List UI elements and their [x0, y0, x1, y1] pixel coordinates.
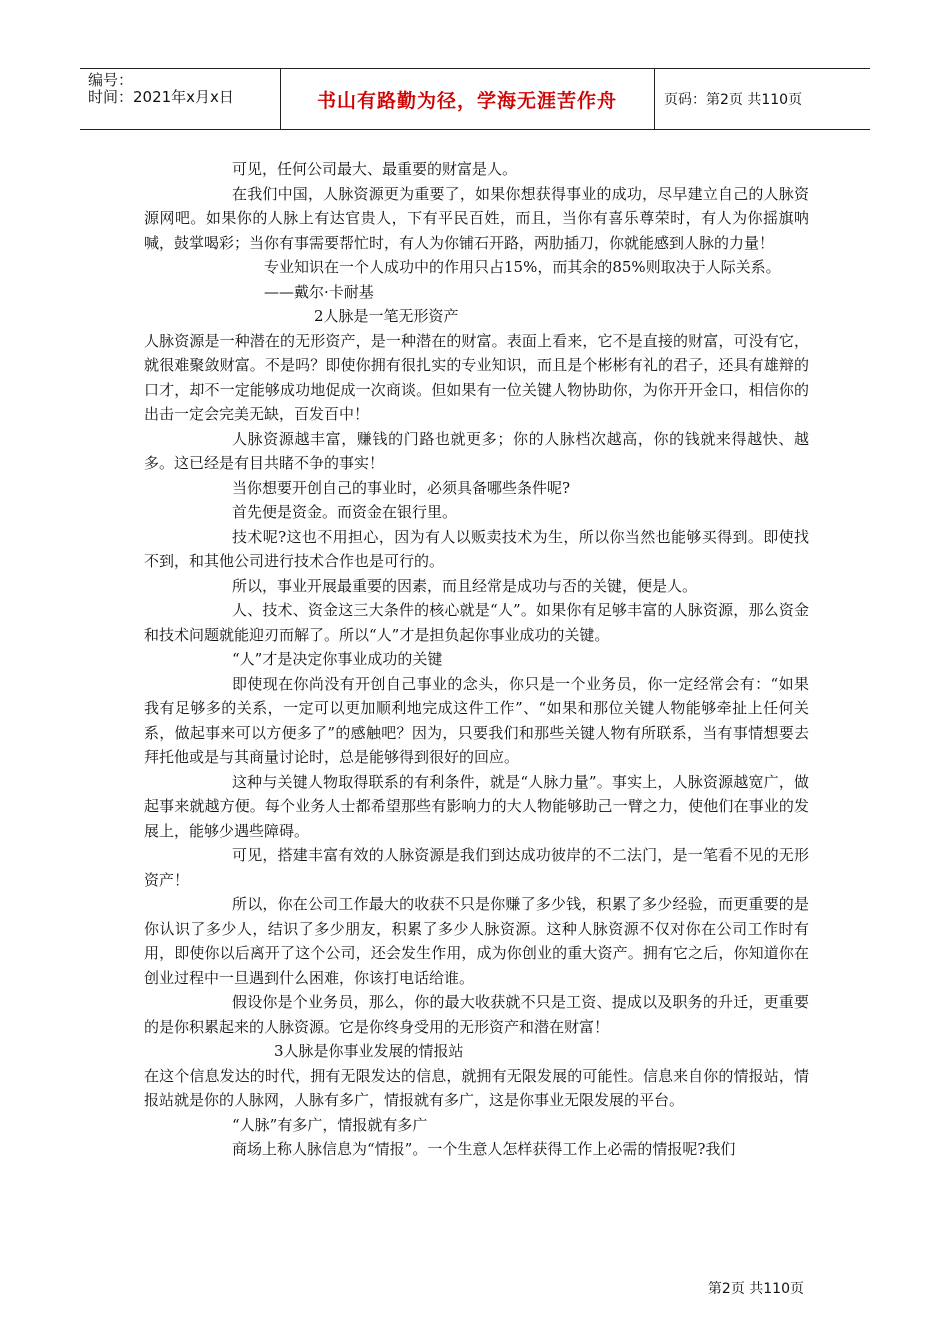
paragraph: 首先便是资金。而资金在银行里。 — [232, 503, 458, 521]
paragraph: 所以，事业开展最重要的因素，而且经常是成功与否的关键，便是人。 — [232, 576, 698, 595]
page-header — [80, 68, 870, 130]
paragraph: 这种与关键人物取得联系的有利条件，就是“人脉力量”。事实上，人脉资源越宽广，做起事来就越方便。每个业务人士都希望那些有影响力的大人物能够助己一臂之力，使他们在事业的发展上，能够少遇些障碍。 — [144, 772, 809, 840]
paragraph: 当你想要开创自己的事业时，必须具备哪些条件呢? — [232, 478, 571, 497]
paragraph: 在这个信息发达的时代，拥有无限发达的信息，就拥有无限发展的可能性。信息来自你的情报站，情报站就是你的人脉网，人脉有多广，情报就有多广，这是你事业无限发展的平台。 — [144, 1066, 809, 1109]
header-meta-cell — [80, 69, 281, 129]
paragraph: 技术呢?这也不用担心，因为有人以贩卖技术为生，所以你当然也能够买得到。即使找不到，和其他公司进行技术合作也是可行的。 — [144, 527, 809, 570]
paragraph: 人、技术、资金这三大条件的核心就是“人”。如果你有足够丰富的人脉资源，那么资金和技术问题就能迎刃而解了。所以“人”才是担负起你事业成功的关键。 — [144, 601, 809, 644]
document-body — [144, 157, 809, 1162]
paragraph: 所以，你在公司工作最大的收获不只是你赚了多少钱，积累了多少经验，而更重要的是你认识了多少人，结识了多少朋友，积累了多少人脉资源。这种人脉资源不仅对你在公司工作时有用，即使你以后离开了这个公司，还会发生作用，成为你创业的重大资产。拥有它之后，你知道你在创业过程中一旦遇到什么困难，你该打电话给谁。 — [144, 895, 809, 987]
quote-attribution: ——戴尔·卡耐基 — [264, 282, 374, 301]
section-heading: 3人脉是你事业发展的情报站 — [274, 1042, 464, 1060]
header-motto-cell — [280, 69, 655, 129]
page-footer: 第2页 共110页 — [707, 1281, 804, 1297]
paragraph: 可见，任何公司最大、最重要的财富是人。 — [232, 160, 518, 178]
paragraph: 可见，搭建丰富有效的人脉资源是我们到达成功彼岸的不二法门，是一笔看不见的无形资产！ — [144, 846, 809, 889]
paragraph: 人脉资源是一种潜在的无形资产，是一种潜在的财富。表面上看来，它不是直接的财富，可没有它，就很难聚敛财富。不是吗？即使你拥有很扎实的专业知识，而且是个彬彬有礼的君子，还具有雄辩的口才，却不一定能够成功地促成一次商谈。但如果有一位关键人物协助你，为你开开金口，相信你的出击一定会完美无缺，百发百中！ — [144, 331, 809, 423]
header-page-cell — [654, 69, 870, 129]
paragraph: 假设你是个业务员，那么，你的最大收获就不只是工资、提成以及职务的升迁，更重要的是你积累起来的人脉资源。它是你终身受用的无形资产和潜在财富！ — [144, 993, 809, 1036]
subheading: “人脉”有多广，情报就有多广 — [232, 1115, 428, 1134]
paragraph: 即使现在你尚没有开创自己事业的念头，你只是一个业务员，你一定经常会有：“如果我有足够多的关系，一定可以更加顺利地完成这件工作”、“如果和那位关键人物能够牵扯上任何关系，做起事来可以方便多了”的感触吧？因为，只要我们和那些关键人物有所联系，当有事情想要去拜托他或是与其商量讨论时，总是能够得到很好的回应。 — [144, 674, 809, 766]
paragraph: 在我们中国，人脉资源更为重要了，如果你想获得事业的成功，尽早建立自己的人脉资源网吧。如果你的人脉上有达官贵人，下有平民百姓，而且，当你有喜乐尊荣时，有人为你摇旗呐喊，鼓掌喝彩；当你有事需要帮忙时，有人为你铺石开路，两肋插刀，你就能感到人脉的力量！ — [144, 184, 809, 252]
paragraph: 人脉资源越丰富，赚钱的门路也就更多；你的人脉档次越高，你的钱就来得越快、越多。这已经是有目共睹不争的事实！ — [144, 429, 809, 472]
header-motto: 书山有路勤为径，学海无涯苦作舟 — [316, 89, 617, 112]
doc-number-label: 编号： — [88, 71, 134, 89]
doc-time-label: 时间：2021年x月x日 — [88, 88, 234, 106]
quote-paragraph: 专业知识在一个人成功中的作用只占15%，而其余的85%则取决于人际关系。 — [264, 258, 781, 276]
subheading: “人”才是决定你事业成功的关键 — [232, 650, 443, 668]
header-page-code: 页码：第2页 共110页 — [664, 92, 803, 108]
paragraph: 商场上称人脉信息为“情报”。一个生意人怎样获得工作上必需的情报呢?我们 — [232, 1140, 736, 1158]
section-heading: 2人脉是一笔无形资产 — [314, 307, 459, 325]
